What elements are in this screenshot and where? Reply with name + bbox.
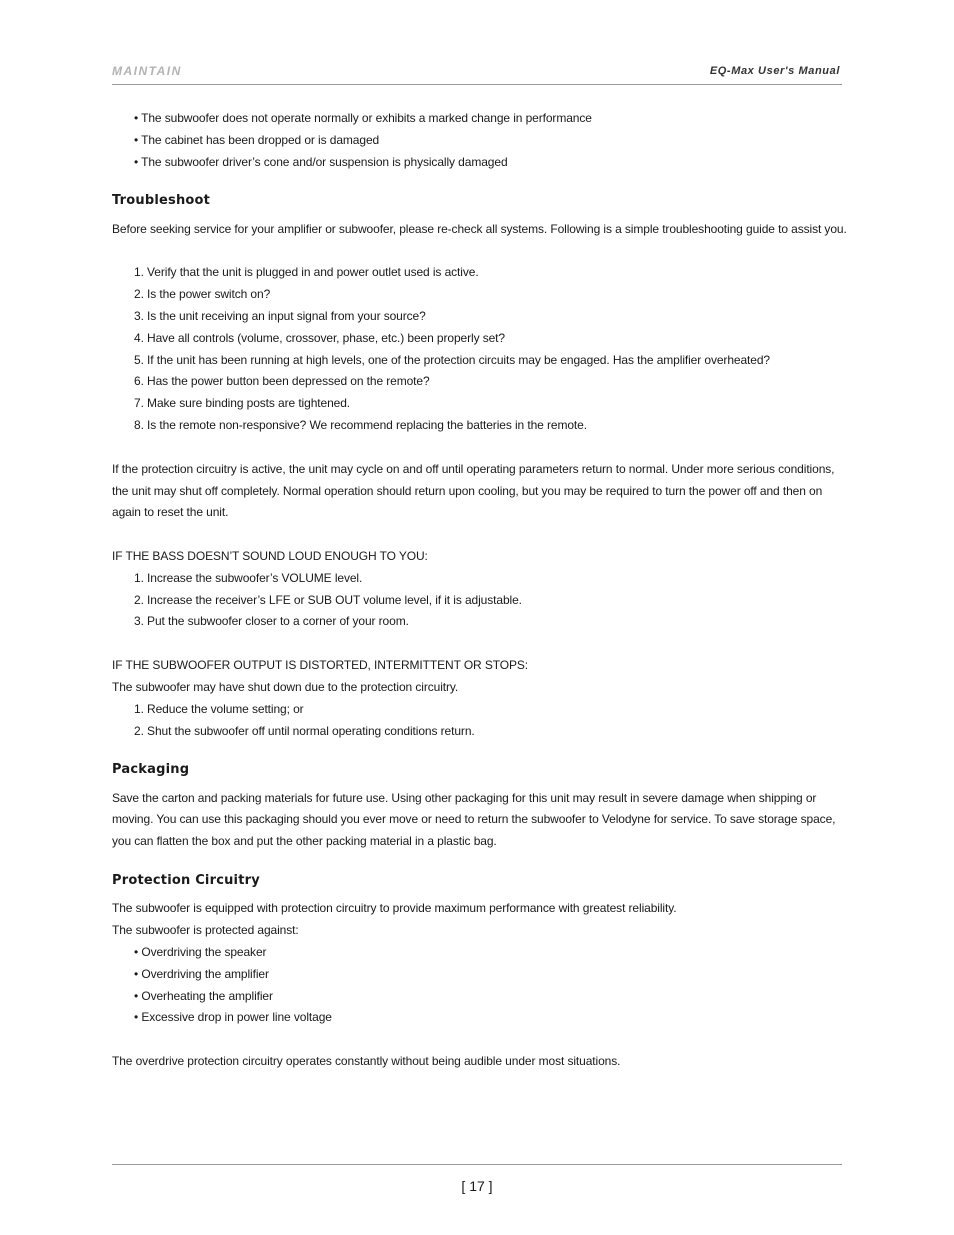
list-item: 2. Is the power switch on? xyxy=(134,287,271,301)
list-item: 1. Reduce the volume setting; or xyxy=(134,702,304,716)
page-number: [ 17 ] xyxy=(461,1178,493,1194)
paragraph-line: you can flatten the box and put the other packing material in a plastic bag. xyxy=(112,834,497,848)
list-item: 7. Make sure binding posts are tightened. xyxy=(134,396,351,410)
page-header xyxy=(112,64,842,85)
paragraph-line: again to reset the unit. xyxy=(112,505,229,519)
distort-intro: The subwoofer may have shut down due to the protection circuitry. xyxy=(112,680,459,694)
section-label: MAINTAIN xyxy=(112,64,182,78)
list-item: 4. Have all controls (volume, crossover, phase, etc.) been properly set? xyxy=(134,331,505,345)
list-item: • The subwoofer driver’s cone and/or suspension is physically damaged xyxy=(134,155,508,169)
list-item: 1. Verify that the unit is plugged in and power outlet used is active. xyxy=(134,265,479,279)
list-item: 6. Has the power button been depressed on the remote? xyxy=(134,374,430,388)
list-item: • Overdriving the speaker xyxy=(134,945,267,959)
paragraph-line: the unit may shut off completely. Normal operation should return upon cooling, but you may be required to turn the power off and then on xyxy=(112,484,823,498)
manual-title: EQ-Max User's Manual xyxy=(709,65,840,77)
list-item: 5. If the unit has been running at high levels, one of the protection circuits may be engaged. Has the amplifier overheated? xyxy=(134,353,771,367)
list-item: 8. Is the remote non-responsive? We recommend replacing the batteries in the remote. xyxy=(134,418,587,432)
packaging-heading: Packaging xyxy=(112,762,190,777)
protection-heading: Protection Circuitry xyxy=(112,873,260,888)
list-item: 1. Increase the subwoofer’s VOLUME level. xyxy=(134,571,363,585)
list-item: • Excessive drop in power line voltage xyxy=(134,1010,332,1024)
paragraph-line: The subwoofer is equipped with protection circuitry to provide maximum performance with greatest reliability. xyxy=(112,901,677,915)
paragraph-line: If the protection circuitry is active, the unit may cycle on and off until operating parameters return to normal. Under more serious conditions, xyxy=(112,462,835,476)
distort-heading: IF THE SUBWOOFER OUTPUT IS DISTORTED, INTERMITTENT OR STOPS: xyxy=(112,658,529,672)
footer-divider xyxy=(112,1164,842,1165)
list-item: • Overheating the amplifier xyxy=(134,989,273,1003)
list-item: 3. Put the subwoofer closer to a corner of your room. xyxy=(134,614,409,628)
list-item: • The cabinet has been dropped or is damaged xyxy=(134,133,380,147)
troubleshoot-heading: Troubleshoot xyxy=(112,193,211,208)
list-item: 3. Is the unit receiving an input signal from your source? xyxy=(134,309,426,323)
paragraph-line: The subwoofer is protected against: xyxy=(112,923,299,937)
list-item: 2. Shut the subwoofer off until normal operating conditions return. xyxy=(134,724,475,738)
paragraph-line: Save the carton and packing materials for future use. Using other packaging for this unit may result in severe damage when shipping or xyxy=(112,791,817,805)
list-item: • The subwoofer does not operate normally or exhibits a marked change in performance xyxy=(134,111,592,125)
paragraph-line: moving. You can use this packaging should you ever move or need to return the subwoofer to Velodyne for service. To save storage space, xyxy=(112,812,836,826)
bass-heading: IF THE BASS DOESN’T SOUND LOUD ENOUGH TO YOU: xyxy=(112,549,428,563)
list-item: • Overdriving the amplifier xyxy=(134,967,269,981)
list-item: 2. Increase the receiver’s LFE or SUB OUT volume level, if it is adjustable. xyxy=(134,593,522,607)
troubleshoot-intro: Before seeking service for your amplifier or subwoofer, please re-check all systems. Following is a simple troubleshooting guide to assist you. xyxy=(112,222,847,236)
paragraph-line: The overdrive protection circuitry operates constantly without being audible under most situations. xyxy=(112,1054,621,1068)
